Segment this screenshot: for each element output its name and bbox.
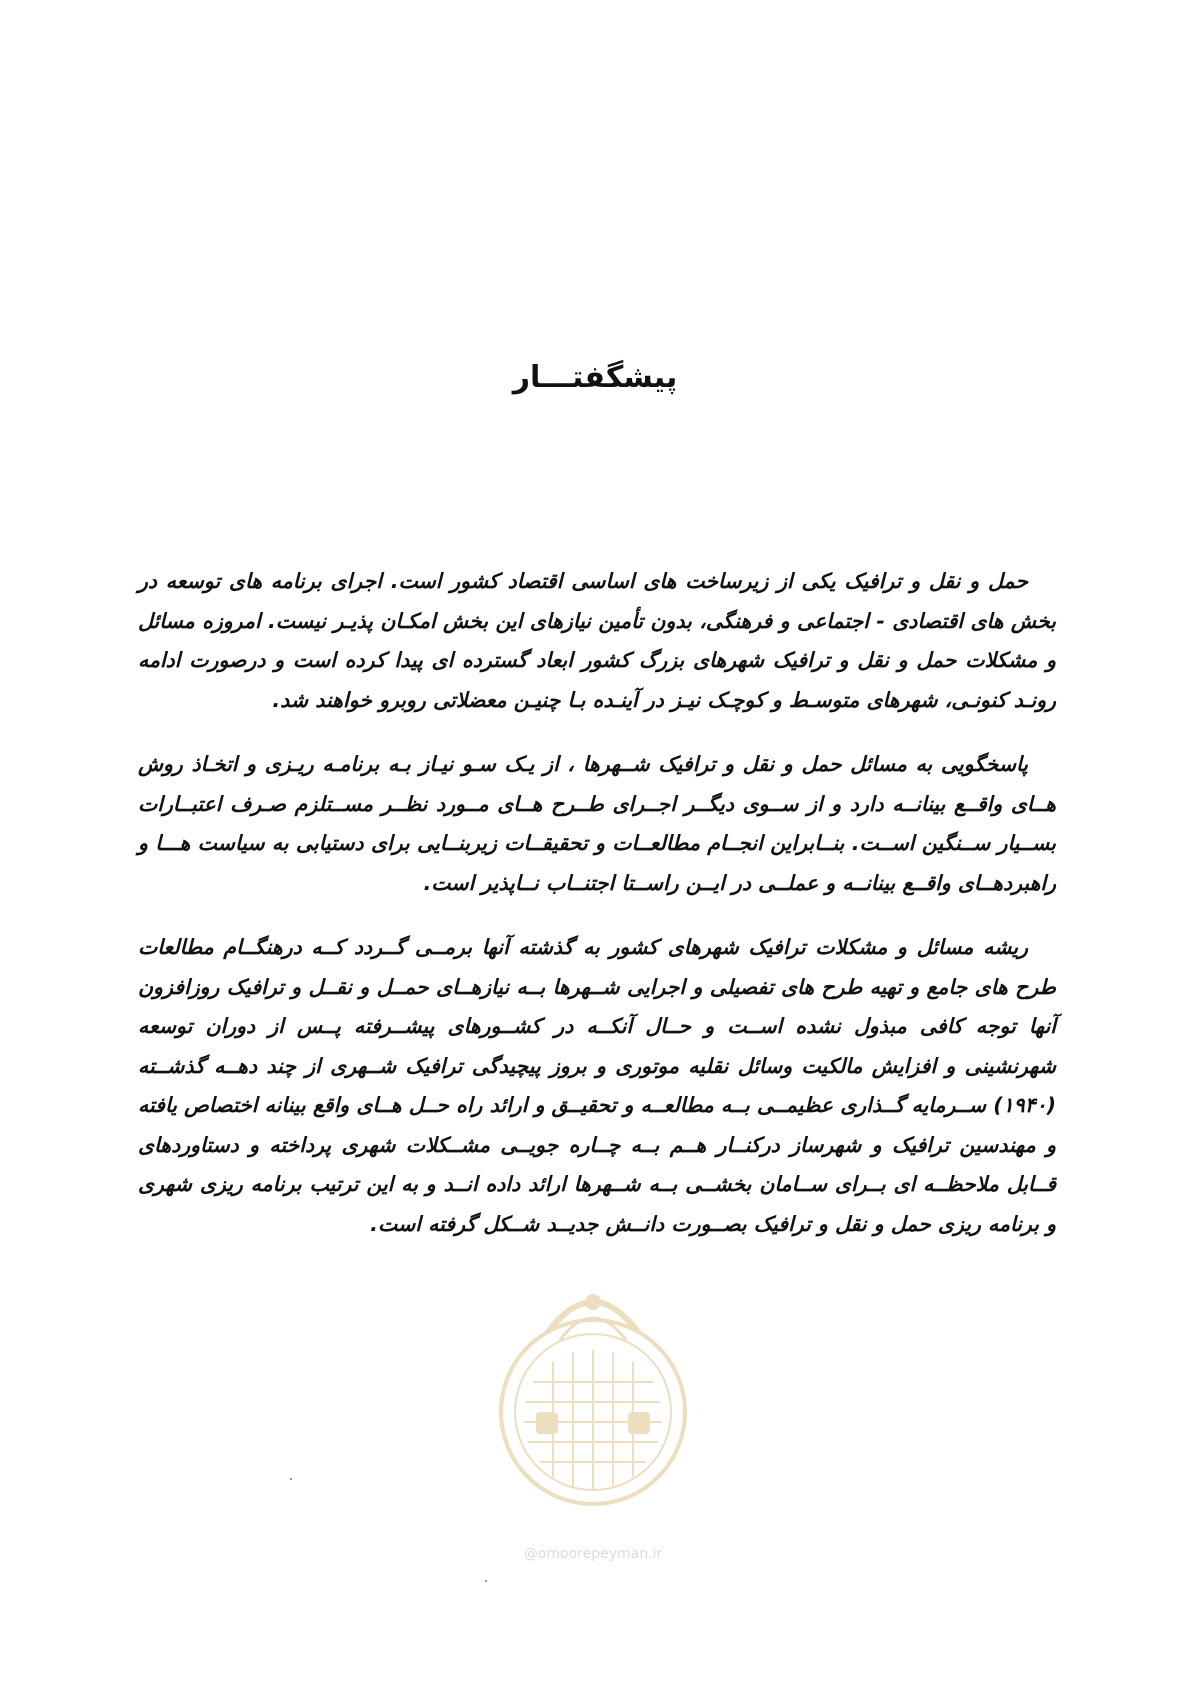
watermark-logo xyxy=(478,1262,708,1562)
paragraph-3: ریشه مسائل و مشکلات ترافیک شهرهای کشور به گذشته آنها برمــی گــردد کــه درهنگــام مطالعات طرح های جامع و تهیه طرح های تفصیلی و اجرایی شــهرها بــه نیازهــای حمــل و نقــل و ترافیک روزافزون آنها توجه کافی مبذول نشده اســت و حــال آنکــه در کشــورهای پیشــرفته پــس از دوران توسعه شهرنشینی و افزایش مالکیت وسائل نقلیه موتوری و بروز پیچیدگی ترافیک شــهری از چند دهــه گذشــته (۱۹۴۰) ســرمایه گــذاری عظیمــی بــه مطالعــه و تحقیــق و ارائد راه حــل هــای واقع بینانه اختصاص یافته و مهندسین ترافیک و شهرساز درکنــار هــم بــه چــاره جویــی مشــکلات شهری پرداخته و دستاوردهای قــابل ملاحظــه ای بــرای ســامان بخشــی بــه شــهرها ارائد داده انــد و به این ترتیب برنامه ریزی شهری و برنامه ریزی حمل و نقل و ترافیک بصــورت دانــش جدیــد شــکل گرفته است. xyxy=(138,935,1056,1236)
watermark-seal-icon xyxy=(478,1262,708,1542)
paragraph-1: حمل و نقل و ترافیک یکی از زیرساخت های اساسی اقتصاد کشور است. اجرای برنامه های توسعه در بخش های اقتصادی - اجتماعی و فرهنگی، بدون تأمین نیازهای این بخش امکـان پذیـر نیست. امروزه مسائل و مشکلات حمل و نقل و ترافیک شهرهای بزرگ کشور ابعاد گسترده ای پیدا کرده است و درصورت ادامه رونـد کنونـی، شهرهای متوسـط و کوچـک نیـز در آینـده بـا چنیـن معضلاتی روبرو خواهند شد. xyxy=(138,569,1056,712)
paragraph-2: پاسخگویی به مسائل حمل و نقل و ترافیک شــهرها ، از یـک سـو نیـاز بـه برنامـه ریـزی و اتخـاذ روش هــای واقــع بینانــه دارد و از ســوی دیگــر اجــرای طــرح هــای مــورد نظــر مســتلزم صـرف اعتبــارات بســیار ســنگین اســت. بنــابراین انجــام مطالعــات و تحقیقــات زیربنــایی برای دستیابی به سیاست هـــا و راهبردهــای واقــع بینانــه و عملــی در ایــن راســتا اجتنــاب نــاپذیر است. xyxy=(138,752,1056,895)
page-title: پیشگفتـــار xyxy=(512,360,678,395)
body-text xyxy=(138,562,1056,1269)
watermark-url: @omoorepeyman.ir xyxy=(523,1546,663,1562)
scan-speck xyxy=(290,1478,292,1480)
scan-speck xyxy=(485,1580,487,1582)
